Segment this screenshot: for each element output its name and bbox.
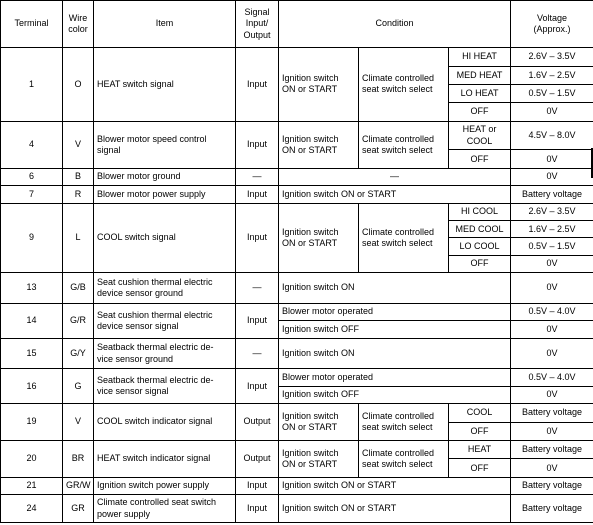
mode-cell: MED COOL xyxy=(449,221,511,238)
voltage-cell: 0V xyxy=(511,338,593,369)
condition-cell: Blower motor operated xyxy=(279,303,511,320)
terminal-cell: 1 xyxy=(1,48,63,122)
wire-color-cell: V xyxy=(63,121,94,168)
terminal-cell: 19 xyxy=(1,404,63,441)
mode-cell: OFF xyxy=(449,422,511,440)
header-terminal: Terminal xyxy=(1,1,63,48)
header-wire-color: Wire color xyxy=(63,1,94,48)
wire-color-cell: V xyxy=(63,404,94,441)
signal-io-cell: Input xyxy=(236,369,279,404)
terminal-cell: 20 xyxy=(1,441,63,478)
wire-color-cell: G/Y xyxy=(63,338,94,369)
header-signal-io: Signal Input/ Output xyxy=(236,1,279,48)
condition-cell: Climate controlled seat switch select xyxy=(359,48,449,122)
voltage-cell: 1.6V – 2.5V xyxy=(511,221,593,238)
header-condition: Condition xyxy=(279,1,511,48)
table-row xyxy=(1,186,593,203)
wire-color-cell: G/R xyxy=(63,303,94,338)
header-voltage: Voltage (Approx.) xyxy=(511,1,593,48)
table-row xyxy=(1,203,593,220)
mode-cell: HI COOL xyxy=(449,203,511,220)
condition-cell: Climate controlled seat switch select xyxy=(359,121,449,168)
condition-cell: Ignition switch OFF xyxy=(279,321,511,338)
table-row xyxy=(1,303,593,320)
table-row xyxy=(1,168,593,185)
voltage-cell: 0V xyxy=(511,273,593,304)
voltage-cell: 0V xyxy=(511,386,593,403)
condition-cell: Climate controlled seat switch select xyxy=(359,441,449,478)
wire-color-cell: O xyxy=(63,48,94,122)
voltage-cell: 0V xyxy=(511,321,593,338)
mode-cell: OFF xyxy=(449,103,511,121)
terminal-cell: 4 xyxy=(1,121,63,168)
table-row xyxy=(1,477,593,494)
signal-io-cell: Input xyxy=(236,48,279,122)
wire-color-cell: GR/W xyxy=(63,477,94,494)
condition-cell: Ignition switch ON or START xyxy=(279,441,359,478)
item-cell: Ignition switch power supply xyxy=(94,477,236,494)
terminal-cell: 14 xyxy=(1,303,63,338)
mode-cell: OFF xyxy=(449,255,511,272)
terminal-cell: 15 xyxy=(1,338,63,369)
item-cell: COOL switch indicator signal xyxy=(94,404,236,441)
table-row xyxy=(1,273,593,304)
voltage-cell: Battery voltage xyxy=(511,186,593,203)
item-cell: Seat cushion thermal electric device sensor signal xyxy=(94,303,236,338)
condition-cell: Climate controlled seat switch select xyxy=(359,404,449,441)
mode-cell: COOL xyxy=(449,404,511,422)
condition-cell: Ignition switch OFF xyxy=(279,386,511,403)
voltage-cell: 0V xyxy=(511,255,593,272)
table-row xyxy=(1,404,593,422)
table-row xyxy=(1,441,593,459)
item-cell: Seat cushion thermal electric device sensor ground xyxy=(94,273,236,304)
wire-color-cell: G xyxy=(63,369,94,404)
voltage-cell: 0.5V – 4.0V xyxy=(511,369,593,386)
item-cell: Blower motor speed control signal xyxy=(94,121,236,168)
item-cell: Climate controlled seat switch power supply xyxy=(94,495,236,523)
condition-cell: Ignition switch ON or START xyxy=(279,477,511,494)
table-row xyxy=(1,338,593,369)
wire-color-cell: L xyxy=(63,203,94,273)
voltage-cell: 4.5V – 8.0V xyxy=(511,121,593,150)
terminal-cell: 9 xyxy=(1,203,63,273)
condition-cell: — xyxy=(279,168,511,185)
terminal-cell: 6 xyxy=(1,168,63,185)
voltage-cell: 0.5V – 1.5V xyxy=(511,238,593,255)
voltage-cell: 2.6V – 3.5V xyxy=(511,48,593,66)
voltage-cell: 0V xyxy=(511,103,593,121)
condition-cell: Ignition switch ON or START xyxy=(279,404,359,441)
table-row xyxy=(1,369,593,386)
mode-cell: OFF xyxy=(449,150,511,168)
signal-io-cell: Input xyxy=(236,495,279,523)
voltage-cell: 0.5V – 4.0V xyxy=(511,303,593,320)
signal-io-cell: Input xyxy=(236,477,279,494)
mode-cell: HEAT xyxy=(449,441,511,459)
condition-cell: Ignition switch ON xyxy=(279,338,511,369)
wire-color-cell: G/B xyxy=(63,273,94,304)
signal-io-cell: — xyxy=(236,168,279,185)
voltage-cell: 0.5V – 1.5V xyxy=(511,84,593,102)
mode-cell: OFF xyxy=(449,459,511,477)
header-row xyxy=(1,1,593,48)
item-cell: COOL switch signal xyxy=(94,203,236,273)
signal-io-cell: Input xyxy=(236,203,279,273)
condition-cell: Ignition switch ON or START xyxy=(279,121,359,168)
table-row xyxy=(1,48,593,66)
condition-cell: Ignition switch ON or START xyxy=(279,203,359,273)
mode-cell: HI HEAT xyxy=(449,48,511,66)
voltage-cell: Battery voltage xyxy=(511,404,593,422)
condition-cell: Blower motor operated xyxy=(279,369,511,386)
wire-color-cell: R xyxy=(63,186,94,203)
voltage-cell: 1.6V – 2.5V xyxy=(511,66,593,84)
item-cell: HEAT switch indicator signal xyxy=(94,441,236,478)
voltage-cell: 2.6V – 3.5V xyxy=(511,203,593,220)
mode-cell: LO HEAT xyxy=(449,84,511,102)
item-cell: Seatback thermal electric de- vice sensor signal xyxy=(94,369,236,404)
signal-io-cell: — xyxy=(236,338,279,369)
wire-color-cell: GR xyxy=(63,495,94,523)
terminal-cell: 21 xyxy=(1,477,63,494)
condition-cell: Ignition switch ON or START xyxy=(279,48,359,122)
terminal-cell: 24 xyxy=(1,495,63,523)
voltage-cell: Battery voltage xyxy=(511,495,593,523)
table-row xyxy=(1,121,593,150)
signal-io-cell: Input xyxy=(236,303,279,338)
terminal-cell: 7 xyxy=(1,186,63,203)
signal-io-cell: Input xyxy=(236,186,279,203)
item-cell: Blower motor power supply xyxy=(94,186,236,203)
signal-io-cell: Input xyxy=(236,121,279,168)
item-cell: Seatback thermal electric de- vice sensor ground xyxy=(94,338,236,369)
voltage-cell: Battery voltage xyxy=(511,477,593,494)
header-item: Item xyxy=(94,1,236,48)
mode-cell: MED HEAT xyxy=(449,66,511,84)
wire-color-cell: BR xyxy=(63,441,94,478)
condition-cell: Climate controlled seat switch select xyxy=(359,203,449,273)
wire-color-cell: B xyxy=(63,168,94,185)
condition-cell: Ignition switch ON or START xyxy=(279,495,511,523)
item-cell: HEAT switch signal xyxy=(94,48,236,122)
condition-cell: Ignition switch ON xyxy=(279,273,511,304)
terminal-cell: 13 xyxy=(1,273,63,304)
voltage-cell: 0V xyxy=(511,150,593,168)
signal-io-cell: Output xyxy=(236,404,279,441)
mode-cell: LO COOL xyxy=(449,238,511,255)
voltage-cell: Battery voltage xyxy=(511,441,593,459)
condition-cell: Ignition switch ON or START xyxy=(279,186,511,203)
table-row xyxy=(1,495,593,523)
terminal-cell: 16 xyxy=(1,369,63,404)
signal-io-cell: Output xyxy=(236,441,279,478)
voltage-cell: 0V xyxy=(511,168,593,185)
item-cell: Blower motor ground xyxy=(94,168,236,185)
signal-io-cell: — xyxy=(236,273,279,304)
mode-cell: HEAT or COOL xyxy=(449,121,511,150)
voltage-cell: 0V xyxy=(511,459,593,477)
voltage-cell: 0V xyxy=(511,422,593,440)
